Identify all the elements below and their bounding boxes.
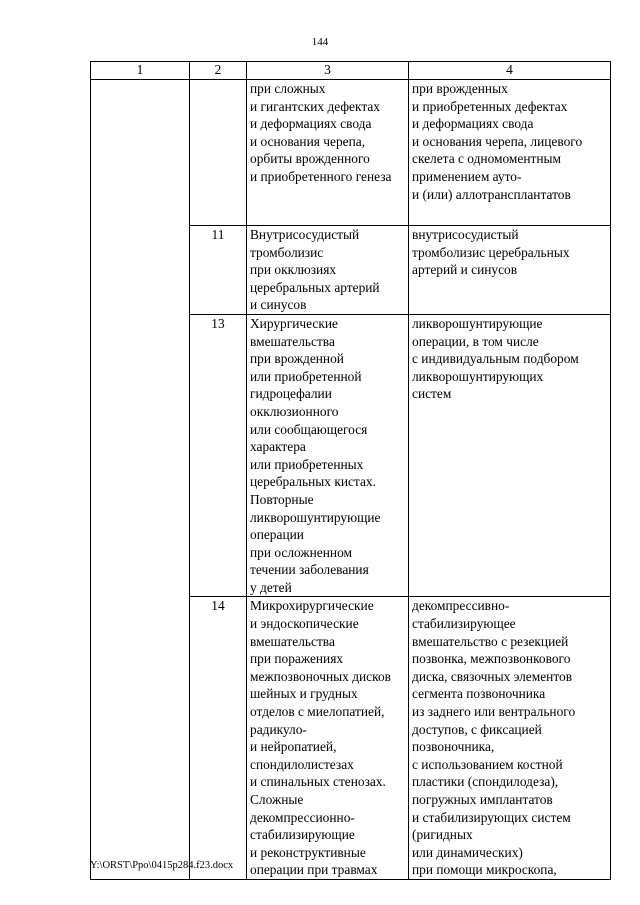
document-table xyxy=(90,61,611,880)
condition-cell: Внутрисосудистый тромболизис при окклюзиях церебральных артерий и синусов xyxy=(247,226,409,315)
column-header: 4 xyxy=(409,62,611,80)
treatment-cell: ликворошунтирующие операции, в том числе с индивидуальным подбором ликворошунтирующих систем xyxy=(409,314,611,597)
row-number-cell: 14 xyxy=(190,597,247,880)
column-header: 1 xyxy=(91,62,190,80)
row-number-cell: 11 xyxy=(190,226,247,315)
table-header-row xyxy=(91,62,611,80)
footer-file-path: Y:\ORST\Ppo\0415p284.f23.docx xyxy=(90,860,234,871)
treatment-cell: декомпрессивно- стабилизирующее вмешательство с резекцией позвонка, межпозвонкового диска, связочных элементов сегмента позвоночника из заднего или вентрального доступов, с фиксацией позвоночника, с использованием костной пластики (спондилодеза), погружных имплантатов и стабилизирующих систем (ригидных или динамических) при помощи микроскопа, xyxy=(409,597,611,880)
treatment-cell: внутрисосудистый тромболизис церебральных артерий и синусов xyxy=(409,226,611,315)
condition-cell: Микрохирургические и эндоскопические вмешательства при поражениях межпозвоночных дисков шейных и грудных отделов с миелопатией, радикуло- и нейропатией, спондилолистезах и спинальных стенозах. Сложные декомпрессионно- стабилизирующие и реконструктивные операции при травмах xyxy=(247,597,409,880)
condition-cell: при сложных и гигантских дефектах и деформациях свода и основания черепа, орбиты врожденного и приобретенного генеза xyxy=(247,80,409,226)
row-number-cell: 13 xyxy=(190,314,247,597)
column-header: 2 xyxy=(190,62,247,80)
page-number: 144 xyxy=(311,36,329,48)
condition-cell: Хирургические вмешательства при врожденной или приобретенной гидроцефалии окклюзионного или сообщающегося характера или приобретенных церебральных кистах. Повторные ликворошунтирующие операции при осложненном течении заболевания у детей xyxy=(247,314,409,597)
treatment-cell: при врожденных и приобретенных дефектах и деформациях свода и основания черепа, лицевого скелета с одномоментным применением ауто- и (или) аллотрансплантатов xyxy=(409,80,611,226)
table-row xyxy=(91,80,611,226)
column-header: 3 xyxy=(247,62,409,80)
row-number-cell xyxy=(190,80,247,226)
group-cell xyxy=(91,80,190,880)
